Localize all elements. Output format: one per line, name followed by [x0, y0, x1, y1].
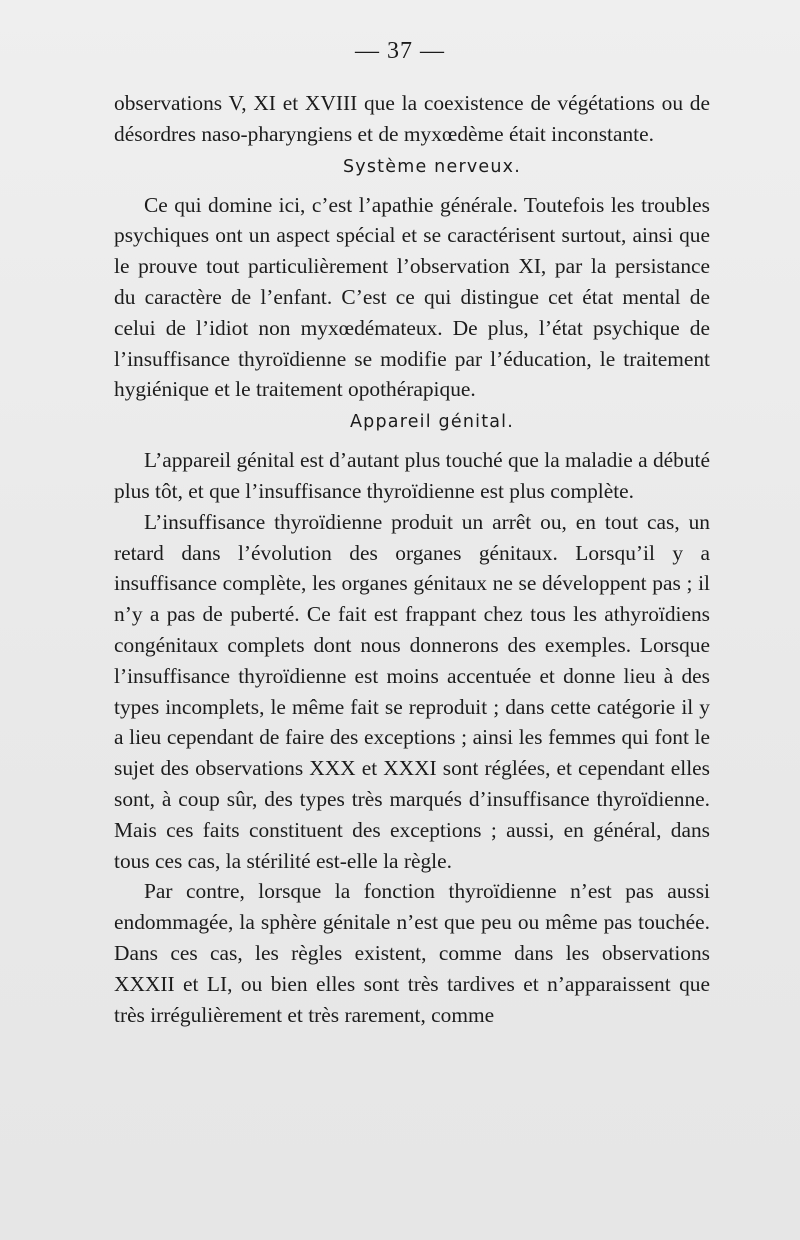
section-heading-appareil-genital: Appareil génital.	[349, 412, 514, 433]
paragraph-intro: observations V, XI et XVIII que la coexistence de végétations ou de désordres naso-pharyngiens et de myxœdème était inconstante.	[114, 91, 710, 146]
page-body	[114, 88, 710, 1030]
paragraph-genital-1: L’appareil génital est d’autant plus touché que la maladie a débuté plus tôt, et que l’insuffisance thyroïdienne est plus complète.	[114, 448, 710, 503]
paragraph-systeme-nerveux: Ce qui domine ici, c’est l’apathie générale. Toutefois les troubles psychiques ont un aspect spécial et se caractérisent surtout, ainsi que le prouve tout particulièrement l’observation XI, par la persistance du caractère de l’enfant. C’est ce qui distingue cet état mental de celui de l’idiot non myxœdémateux. De plus, l’état psychique de l’insuffisance thyroïdienne se modifie par l’éducation, le traitement hygiénique et le traitement opothérapique.	[114, 192, 710, 402]
section-heading-systeme-nerveux: Système nerveux.	[343, 156, 521, 177]
page-number: — 37 —	[355, 38, 445, 64]
paragraph-genital-2: L’insuffisance thyroïdienne produit un arrêt ou, en tout cas, un retard dans l’évolution des organes génitaux. Lorsqu’il y a insuffisance complète, les organes génitaux ne se développent pas ; il n’y a pas de puberté. Ce fait est frappant chez tous les athyroïdiens congénitaux complets dont nous donnerons des exemples. Lorsque l’insuffisance thyroïdienne est moins accentuée et donne lieu à des types incomplets, le même fait se reproduit ; dans cette catégorie il y a lieu cependant de faire des exceptions ; ainsi les femmes qui font le sujet des observations XXX et XXXI sont réglées, et cependant elles sont, à coup sûr, des types très marqués d’insuffisance thyroïdienne. Mais ces faits constituent des exceptions ; aussi, en général, dans tous ces cas, la stérilité est-elle la règle.	[114, 509, 710, 873]
paragraph-genital-3: Par contre, lorsque la fonction thyroïdienne n’est pas aussi endommagée, la sphère génitale n’est que peu ou même pas touchée. Dans ces cas, les règles existent, comme dans les observations XXXII et LI, ou bien elles sont très tardives et n’apparaissent que très irrégulièrement et très rarement, comme	[114, 879, 710, 1027]
